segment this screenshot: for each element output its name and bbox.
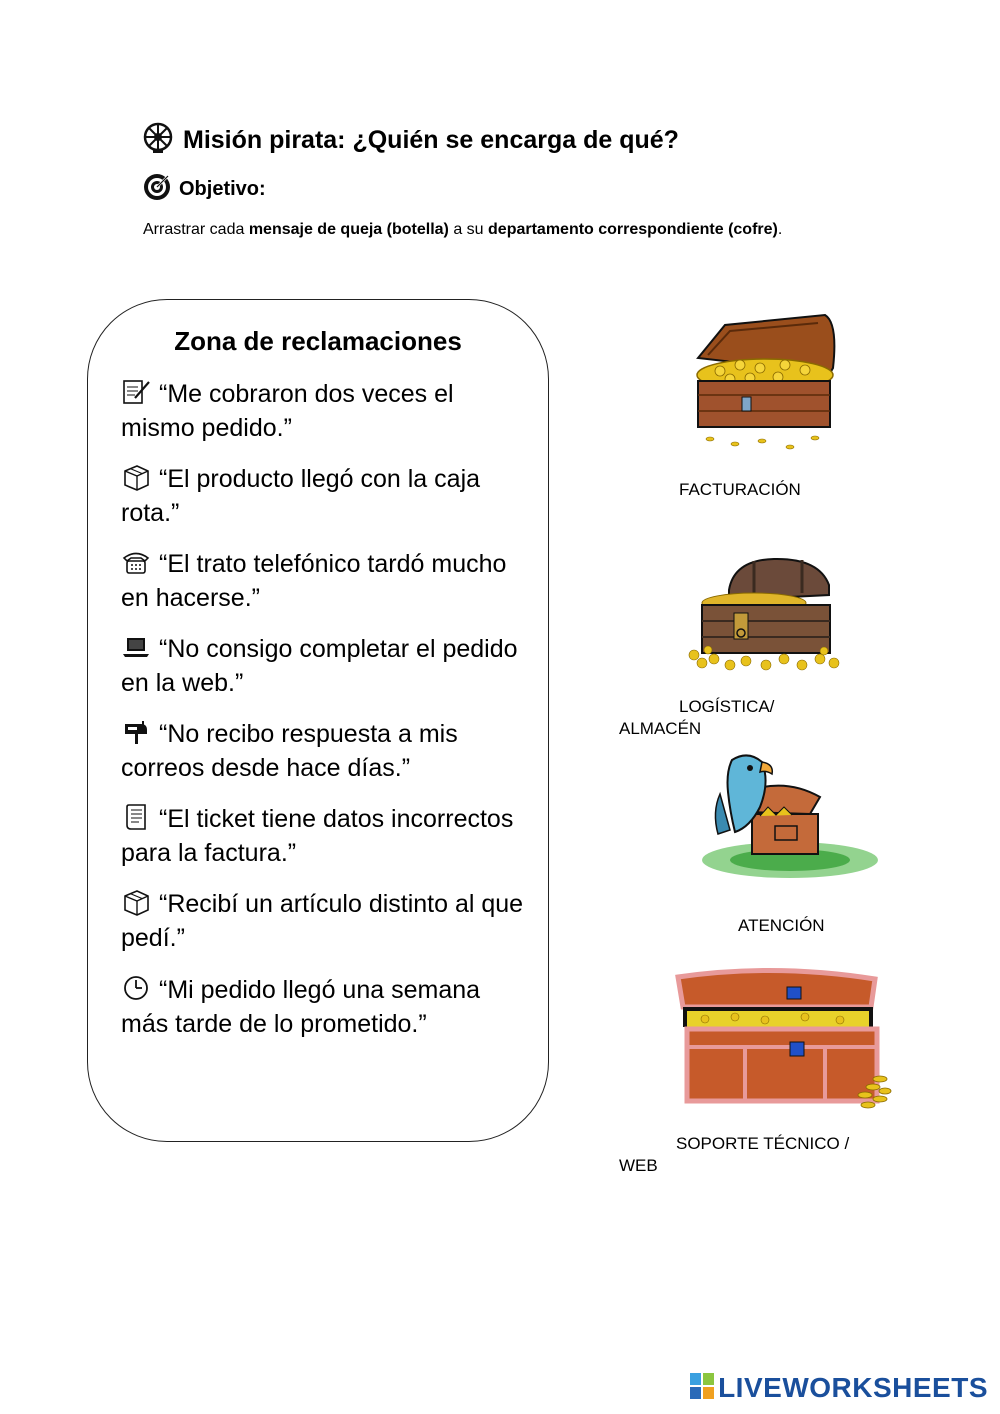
dept-label-facturacion: FACTURACIÓN bbox=[679, 480, 801, 499]
objective-label: Objetivo: bbox=[179, 178, 266, 200]
package-icon bbox=[121, 888, 151, 916]
anchor-icon bbox=[143, 122, 173, 159]
memo-icon bbox=[121, 378, 151, 406]
complaint-item[interactable]: “No consigo completar el pedido en la web.” bbox=[121, 635, 518, 697]
target-icon bbox=[143, 173, 171, 206]
instructions: Arrastrar cada mensaje de queja (botella) a su departamento correspondiente (cofre). bbox=[143, 221, 783, 238]
clock-icon bbox=[121, 974, 151, 1002]
complaint-item[interactable]: “Me cobraron dos veces el mismo pedido.” bbox=[121, 380, 454, 442]
chest-atencion[interactable] bbox=[690, 752, 880, 882]
receipt-icon bbox=[121, 803, 151, 831]
chest-facturacion[interactable] bbox=[690, 313, 840, 463]
complaint-item[interactable]: “El ticket tiene datos incorrectos para la factura.” bbox=[121, 805, 514, 867]
complaint-item[interactable]: “Mi pedido llegó una semana más tarde de lo prometido.” bbox=[121, 976, 481, 1038]
complaint-item[interactable]: “El producto llegó con la caja rota.” bbox=[121, 465, 481, 527]
package-icon bbox=[121, 463, 151, 491]
treasure-chest-icon bbox=[684, 555, 846, 675]
dept-label-atencion: ATENCIÓN bbox=[738, 916, 825, 935]
treasure-chest-icon bbox=[675, 967, 893, 1122]
branding bbox=[690, 1372, 988, 1404]
page-title: Misión pirata: ¿Quién se encarga de qué? bbox=[183, 126, 679, 154]
telephone-icon bbox=[121, 548, 151, 576]
dept-label-soporte: SOPORTE TÉCNICO / WEB bbox=[619, 1134, 850, 1175]
complaint-item[interactable]: “El trato telefónico tardó mucho en hacerse.” bbox=[121, 550, 507, 612]
liveworksheets-logo-icon bbox=[690, 1373, 714, 1404]
treasure-chest-icon bbox=[690, 313, 840, 463]
parrot-chest-icon bbox=[690, 752, 880, 882]
chest-soporte[interactable] bbox=[675, 967, 893, 1122]
brand-text: LIVEWORKSHEETS bbox=[718, 1372, 988, 1403]
laptop-icon bbox=[121, 633, 151, 661]
complaints-zone bbox=[87, 299, 549, 1142]
objective-row bbox=[143, 173, 266, 206]
zone-title: Zona de reclamaciones bbox=[174, 326, 462, 356]
mailbox-icon bbox=[121, 718, 151, 746]
chest-logistica[interactable] bbox=[684, 555, 846, 675]
complaint-item[interactable]: “No recibo respuesta a mis correos desde hace días.” bbox=[121, 720, 458, 782]
title-row bbox=[143, 122, 679, 159]
complaint-item[interactable]: “Recibí un artículo distinto al que pedí.” bbox=[121, 890, 524, 952]
dept-label-logistica: LOGÍSTICA/ ALMACÉN bbox=[619, 697, 775, 738]
